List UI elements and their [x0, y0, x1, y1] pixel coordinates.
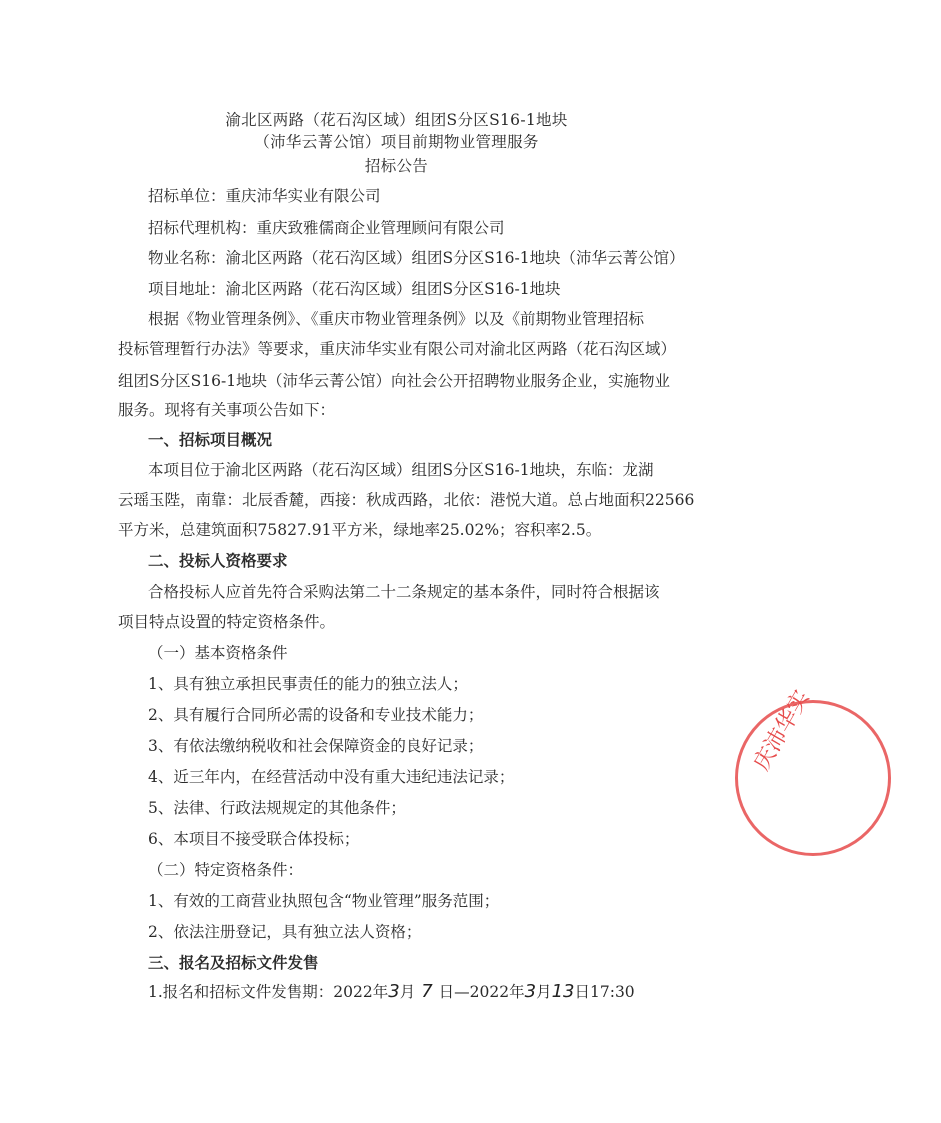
basic-item-6: 6、本项目不接受联合体投标； — [148, 830, 360, 848]
section1-heading: 一、招标项目概况 — [148, 430, 273, 449]
sale-period-suffix: 日17:30 — [574, 983, 635, 1001]
section2-line-1: 合格投标人应首先符合采购法第二十二条规定的基本条件，同时符合根据该 — [148, 583, 660, 601]
special-qualifications-heading: （二）特定资格条件： — [148, 861, 304, 879]
basic-qualifications-heading: （一）基本资格条件 — [148, 644, 288, 662]
special-item-1: 1、有效的工商营业执照包含“物业管理”服务范围； — [148, 892, 500, 910]
section1-line-3: 平方米，总建筑面积75827.91平方米，绿地率25.02%；容积率2.5。 — [118, 521, 602, 539]
sale-period-middle: 日—2022年 — [438, 983, 525, 1001]
tender-agent: 招标代理机构：重庆致雅儒商企业管理顾问有限公司 — [148, 219, 505, 237]
basic-item-4: 4、近三年内，在经营活动中没有重大违纪违法记录； — [148, 768, 515, 786]
basic-item-5: 5、法律、行政法规规定的其他条件； — [148, 799, 406, 817]
month-label-2: 月 — [536, 983, 552, 1001]
section3-item-1 — [148, 982, 941, 1002]
basic-item-2: 2、具有履行合同所必需的设备和专业技术能力； — [148, 706, 484, 724]
section2-heading: 二、投标人资格要求 — [148, 551, 288, 570]
intro-line-2: 投标管理暂行办法》等要求，重庆沛华实业有限公司对渝北区两路（花石沟区域） — [118, 340, 677, 358]
section2-line-2: 项目特点设置的特定资格条件。 — [118, 613, 336, 631]
intro-line-1: 根据《物业管理条例》、《重庆市物业管理条例》以及《前期物业管理招标 — [148, 310, 645, 328]
special-item-2: 2、依法注册登记，具有独立法人资格； — [148, 923, 422, 941]
section1-line-1: 本项目位于渝北区两路（花石沟区域）组团S分区S16-1地块，东临：龙湖 — [148, 461, 654, 479]
sale-period-prefix: 1.报名和招标文件发售期：2022年 — [148, 983, 389, 1001]
project-address: 项目地址：渝北区两路（花石沟区域）组团S分区S16-1地块 — [148, 280, 561, 298]
seal-text: 庆沛华实 — [749, 686, 815, 775]
basic-item-3: 3、有依法缴纳税收和社会保障资金的良好记录； — [148, 737, 484, 755]
sale-start-month: 3 — [388, 981, 400, 1002]
basic-item-1: 1、具有独立承担民事责任的能力的独立法人； — [148, 675, 468, 693]
sale-start-day: 7 — [421, 981, 433, 1002]
section3-heading: 三、报名及招标文件发售 — [148, 953, 319, 972]
title-line-3: 招标公告 — [364, 157, 429, 175]
title-line-1: 渝北区两路（花石沟区域）组团S分区S16-1地块 — [225, 111, 568, 129]
company-seal-stamp — [735, 700, 891, 856]
section1-line-2: 云瑶玉陛，南靠：北辰香麓，西接：秋成西路，北依：港悦大道。总占地面积22566 — [118, 491, 695, 509]
tender-unit: 招标单位：重庆沛华实业有限公司 — [148, 187, 381, 205]
property-name: 物业名称：渝北区两路（花石沟区域）组团S分区S16-1地块（沛华云菁公馆） — [148, 249, 685, 267]
month-label-1: 月 — [399, 983, 416, 1001]
intro-line-4: 服务。现将有关事项公告如下： — [118, 401, 336, 419]
sale-end-month: 3 — [524, 981, 537, 1002]
intro-line-3: 组团S分区S16-1地块（沛华云菁公馆）向社会公开招聘物业服务企业，实施物业 — [118, 372, 671, 390]
sale-end-day: 13 — [551, 981, 575, 1002]
title-line-2: （沛华云菁公馆）项目前期物业管理服务 — [254, 133, 539, 151]
